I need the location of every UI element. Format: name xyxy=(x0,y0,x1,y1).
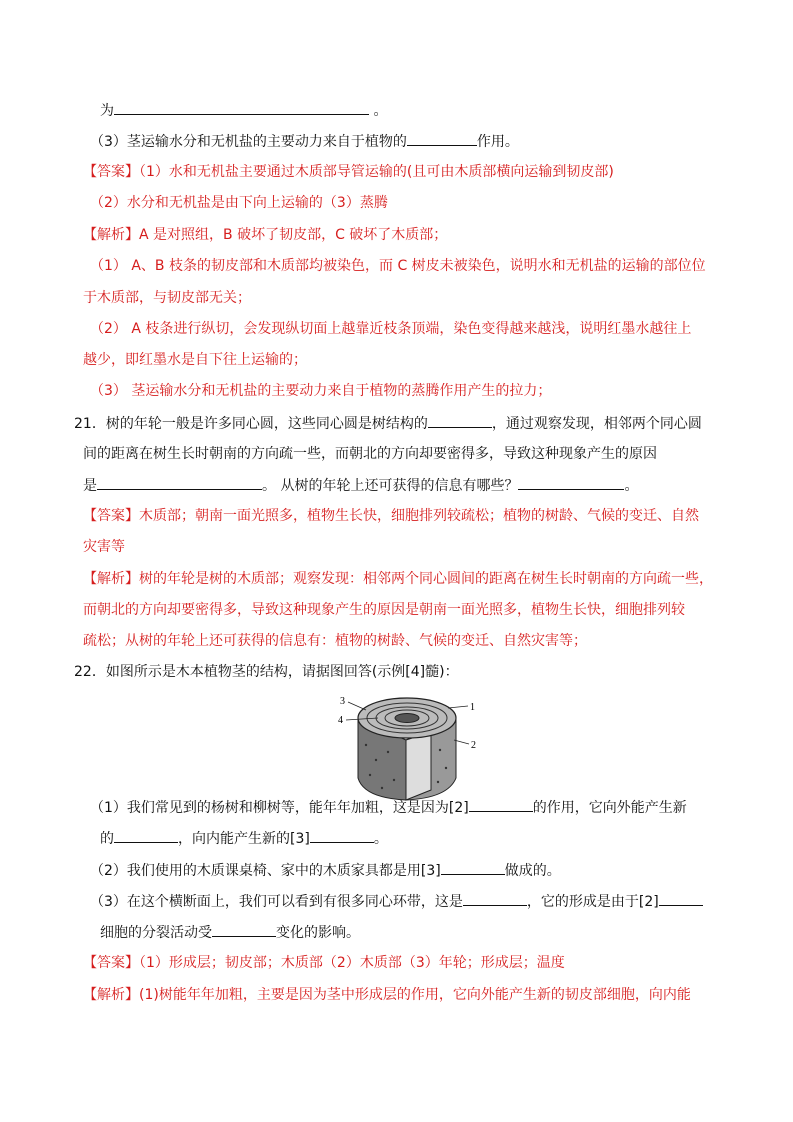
q21-answer-line2: 灾害等 xyxy=(83,539,125,555)
answer-blank[interactable] xyxy=(212,922,276,937)
q20-exp3: （3） 茎运输水分和无机盐的主要动力来自于植物的蒸腾作用产生的拉力； xyxy=(90,383,552,399)
stem-wedge-cut xyxy=(406,732,431,800)
q21-answer-line1: 【答案】木质部；朝南一面光照多，植物生长快，细胞排列较疏松；植物的树龄、气候的变迁、自然 xyxy=(83,508,699,524)
figure-label-2: 2 xyxy=(471,740,476,751)
q21-line3: 是 。 从树的年轮上还可获得的信息有哪些？ 。 xyxy=(83,475,638,496)
answer-tag: 【答案】 xyxy=(83,164,139,180)
q20-part3: （3）茎运输水分和无机盐的主要动力来自于植物的 作用。 xyxy=(90,131,519,152)
q22-title: 22．如图所示是木本植物茎的结构，请据图回答(示例[4]髓)： xyxy=(74,664,459,680)
q20-answer-line1: 【答案】（1）水和无机盐主要通过木质部导管运输的(且可由木质部横向运输到韧皮部) xyxy=(83,164,614,180)
q20-exp1-line2: 于木质部，与韧皮部无关； xyxy=(83,290,251,306)
q20-exp2-line2: 越少，即红墨水是自下往上运输的； xyxy=(83,352,307,368)
figure-label-3: 3 xyxy=(340,696,345,707)
q21-explanation-line1: 【解析】树的年轮是树的木质部；观察发现：相邻两个同心圆间的距离在树生长时朝南的方向疏一些， xyxy=(83,571,713,587)
explanation-tag: 【解析】 xyxy=(83,987,139,1003)
answer-blank[interactable] xyxy=(441,860,505,875)
pith-center xyxy=(395,714,419,723)
q22-part3-line1: （3）在这个横断面上，我们可以看到有很多同心环带，这是 ，它的形成是由于[2] xyxy=(90,891,703,912)
q22-part1-line2: 的 ，向内能产生新的[3] 。 xyxy=(100,828,388,849)
answer-blank[interactable] xyxy=(407,131,477,146)
answer-blank[interactable] xyxy=(518,475,624,490)
leader-line-3 xyxy=(348,702,366,710)
q20-explanation: 【解析】A 是对照组，B 破坏了韧皮部，C 破坏了木质部； xyxy=(83,227,448,243)
stem-cross-section-figure xyxy=(336,690,486,810)
answer-tag: 【答案】 xyxy=(83,955,139,971)
q21-explanation-line2: 而朝北的方向却要密得多，导致这种现象产生的原因是朝南一面光照多，植物生长快，细胞排列较 xyxy=(83,602,685,618)
q21-explanation-line3: 疏松；从树的年轮上还可获得的信息有：植物的树龄、气候的变迁、自然灾害等； xyxy=(83,633,587,649)
q21-line1: 21．树的年轮一般是许多同心圆，这些同心圆是树结构的 ，通过观察发现，相邻两个同心圆 xyxy=(74,413,702,434)
figure-label-4: 4 xyxy=(338,715,343,726)
q22-explanation: 【解析】(1)树能年年加粗，主要是因为茎中形成层的作用，它向外能产生新的韧皮部细胞，向内能 xyxy=(83,987,691,1003)
q20-line-cont: 为 。 xyxy=(100,100,387,121)
answer-blank[interactable] xyxy=(659,891,703,906)
answer-blank[interactable] xyxy=(310,828,374,843)
q22-answer: 【答案】（1）形成层；韧皮部；木质部（2）木质部（3）年轮；形成层；温度 xyxy=(83,955,565,971)
answer-blank[interactable] xyxy=(114,828,178,843)
answer-blank[interactable] xyxy=(463,891,527,906)
answer-blank[interactable] xyxy=(428,413,492,428)
q20-answer-line2: （2）水分和无机盐是由下向上运输的（3）蒸腾 xyxy=(90,195,388,211)
q22-part2: （2）我们使用的木质课桌椅、家中的木质家具都是用[3] 做成的。 xyxy=(90,860,561,881)
explanation-tag: 【解析】 xyxy=(83,227,139,243)
explanation-tag: 【解析】 xyxy=(83,571,139,587)
q22-part3-line2: 细胞的分裂活动受 变化的影响。 xyxy=(100,922,360,943)
q21-line2: 间的距离在树生长时朝南的方向疏一些，而朝北的方向却要密得多，导致这种现象产生的原因 xyxy=(83,446,657,462)
q20-exp2-line1: （2） A 枝条进行纵切，会发现纵切面上越靠近枝条顶端，染色变得越来越浅，说明红墨水越往上 xyxy=(90,321,692,337)
answer-blank[interactable] xyxy=(97,475,262,490)
q20-exp1-line1: （1） A、B 枝条的韧皮部和木质部均被染色，而 C 树皮未被染色，说明水和无机盐的运输的部位位 xyxy=(90,258,706,274)
leader-line-1 xyxy=(448,706,468,708)
figure-label-1: 1 xyxy=(470,702,475,713)
q22-part1-line1: （1）我们常见到的杨树和柳树等，能年年加粗，这是因为[2] 的作用，它向外能产生新 xyxy=(90,797,687,818)
answer-blank[interactable] xyxy=(114,100,369,115)
answer-blank[interactable] xyxy=(469,797,533,812)
answer-tag: 【答案】 xyxy=(83,508,139,524)
